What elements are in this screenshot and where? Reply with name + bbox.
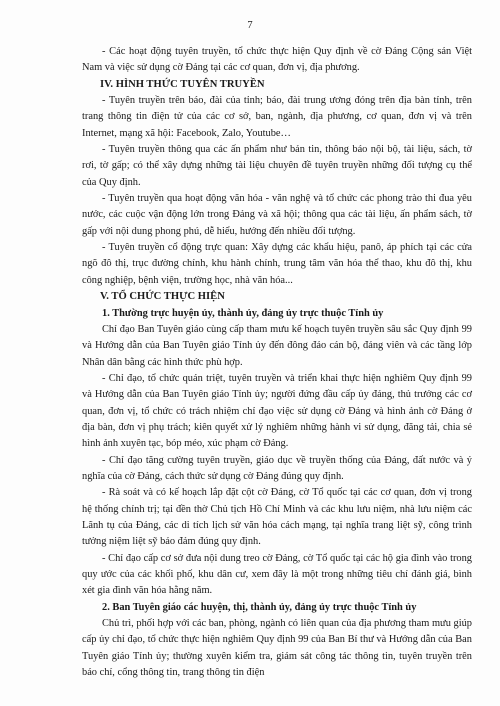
paragraph: - Tuyên truyền qua hoạt động văn hóa - văn nghệ và tổ chức các phong trào thi đua yêu nước, các cuộc vận động lớn trong Đảng và xã hội; thông qua các tài liệu, ấn phẩm sách, tờ gấp với nội dung phong phú, dễ hiểu, hướng đến nhiều đối tượng. <box>82 193 472 237</box>
paragraph: - Chỉ đạo tăng cường tuyên truyền, giáo dục về truyền thống của Đảng, đất nước và ý nghĩa của cờ Đảng, cách thức sử dụng cờ Đảng đúng quy định. <box>82 454 472 482</box>
paragraph: - Tuyên truyền thông qua các ấn phẩm như bản tin, thông báo nội bộ, tài liệu, sách, tờ rơi, tờ gấp; có thể xây dựng những tài liệu chuyên đề tuyên truyền những đối tượng cụ thể của Quy định. <box>82 144 472 188</box>
paragraph: - Chỉ đạo, tổ chức quán triệt, tuyên truyền và triển khai thực hiện nghiêm Quy định 99 và Hướng dẫn của Ban Tuyên giáo Tỉnh ủy; người đứng đầu cấp ủy đảng, thủ trưởng các cơ quan, đơn vị, tổ chức có trách nhiệm chỉ đạo việc sử dụng cờ Đảng và hình ảnh cờ Đảng ở địa bàn, đơn vị phụ trách; kiên quyết xử lý nghiêm những hành vi sử dụng, đăng tải, chia sẻ hình ảnh xuyên tạc, bóp méo, xúc phạm cờ Đảng. <box>82 372 472 450</box>
paragraph: - Tuyên truyền cổ động trực quan: Xây dựng các khẩu hiệu, panô, áp phích tại các cửa ngõ đô thị, trục đường chính, khu hành chính, trung tâm văn hóa thể thao, khu đô thị, khu công nghiệp, bệnh viện, trường học, nhà văn hóa... <box>82 242 472 286</box>
paragraph: Chỉ đạo Ban Tuyên giáo cùng cấp tham mưu kế hoạch tuyên truyền sâu sắc Quy định 99 và Hướng dẫn của Ban Tuyên giáo Tỉnh ủy đến đông đảo cán bộ, đảng viên và các tầng lớp Nhân dân bằng các hình thức phù hợp. <box>82 323 472 368</box>
paragraph: Chủ trì, phối hợp với các ban, phòng, ngành có liên quan của địa phương tham mưu giúp cấp ủy chỉ đạo, tổ chức thực hiện nghiêm Quy định 99 của Ban Bí thư và Hướng dẫn của Ban Tuyên giáo Tỉnh ủy; thường xuyên kiểm tra, giám sát công tác thông tin, tuyên truyền trên báo chí, cổng thông tin, trang thông tin điện <box>82 618 472 679</box>
paragraph: - Chỉ đạo cấp cơ sở đưa nội dung treo cờ Đảng, cờ Tổ quốc tại các hộ gia đình vào trong quy ước của các khối phố, khu dân cư, xem đây là một trong những tiêu chí đánh giá, bình xét gia đình văn hóa hằng năm. <box>82 552 472 597</box>
subsection-heading: 2. Ban Tuyên giáo các huyện, thị, thành ủy, đảng ủy trực thuộc Tỉnh ủy <box>102 601 417 613</box>
section-heading: V. TỔ CHỨC THỰC HIỆN <box>100 291 225 303</box>
paragraph: - Rà soát và có kế hoạch lắp đặt cột cờ Đảng, cờ Tổ quốc tại các cơ quan, đơn vị trong hệ thống chính trị; tại đền thờ Chủ tịch Hồ Chí Minh và các khu lưu niệm, nhà lưu niệm các Lãnh tụ của Đảng, các di tích lịch sử văn hóa cách mạng, tại nghĩa trang liệt sỹ, công trình tưởng niệm liệt sỹ bảo đảm đúng quy định. <box>82 487 472 548</box>
page-number: 7 <box>247 20 253 31</box>
paragraph: - Các hoạt động tuyên truyền, tổ chức thực hiện Quy định về cờ Đảng Cộng sản Việt Nam và việc sử dụng cờ Đảng tại các cơ quan, đơn vị, địa phương. <box>82 46 472 74</box>
paragraph: - Tuyên truyền trên báo, đài của tỉnh; báo, đài trung ương đóng trên địa bàn tỉnh, trên trang thông tin điện tử của các cơ sở, ban, ngành, địa phương, cơ quan, đơn vị và trên Internet, mạng xã hội: Facebook, Zalo, Youtube… <box>82 95 472 139</box>
section-heading: IV. HÌNH THỨC TUYÊN TRUYỀN <box>100 78 265 90</box>
document-body <box>82 44 472 681</box>
subsection-heading: 1. Thường trực huyện ủy, thành ủy, đảng ủy trực thuộc Tỉnh ủy <box>102 307 384 319</box>
